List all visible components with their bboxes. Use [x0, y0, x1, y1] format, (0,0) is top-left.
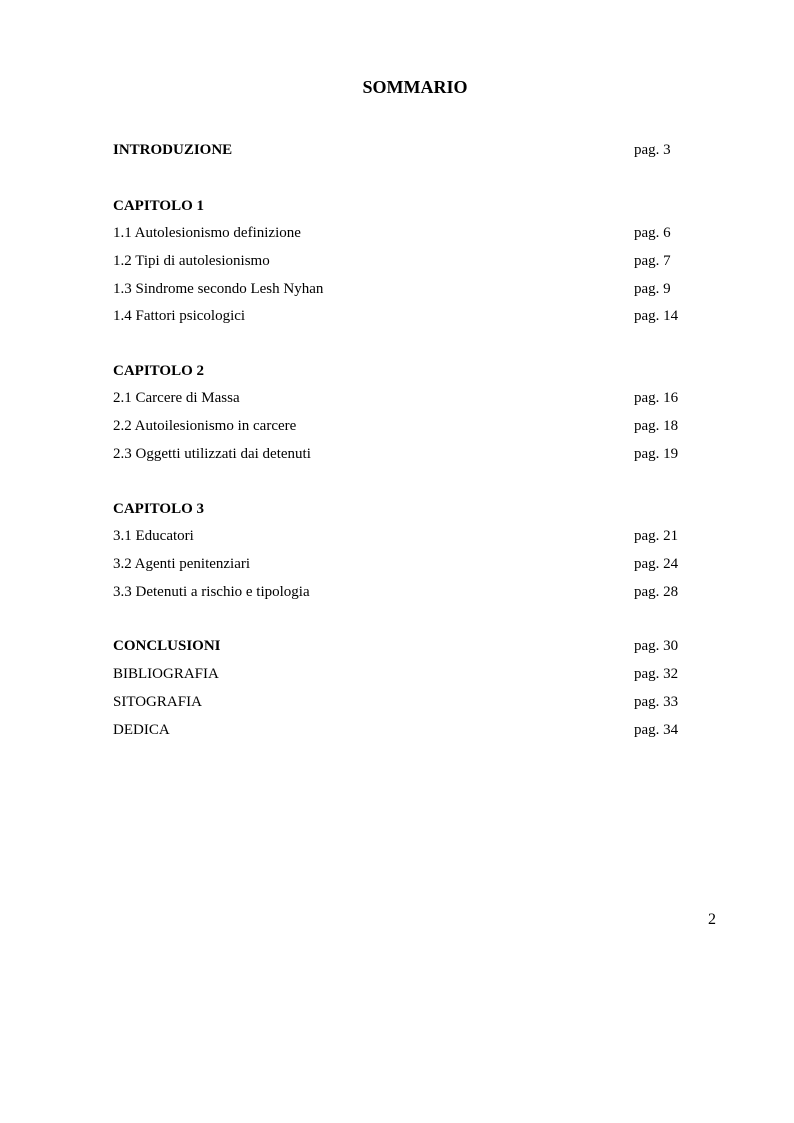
toc-entry-page: pag. 16	[634, 390, 679, 406]
toc-entry-sitografia	[113, 692, 713, 712]
toc-entry-page: pag. 33	[634, 694, 679, 710]
toc-entry-label: SITOGRAFIA	[113, 694, 202, 710]
toc-entry	[113, 306, 713, 326]
toc-entry-page: pag. 30	[634, 638, 679, 654]
toc-entry-page: pag. 34	[634, 722, 679, 738]
toc-entry-page: pag. 3	[634, 142, 671, 158]
toc-entry-label: 1.1 Autolesionismo definizione	[113, 225, 301, 241]
toc-entry-page: pag. 24	[634, 556, 679, 572]
toc-entry-page: pag. 7	[634, 253, 671, 269]
toc-entry-label: 1.3 Sindrome secondo Lesh Nyhan	[113, 281, 324, 297]
toc-entry-label: INTRODUZIONE	[113, 142, 233, 158]
toc-entry-dedica	[113, 720, 713, 740]
chapter-heading-1	[113, 196, 713, 216]
toc-entry	[113, 526, 713, 546]
toc-entry-label: 1.2 Tipi di autolesionismo	[113, 253, 270, 269]
toc-entry-introduzione	[113, 140, 713, 160]
page-title: SOMMARIO	[362, 77, 468, 97]
chapter-heading-2	[113, 361, 713, 381]
toc-entry-page: pag. 9	[634, 281, 671, 297]
toc-entry-page: pag. 18	[634, 418, 679, 434]
chapter-heading-label: CAPITOLO 1	[113, 198, 204, 214]
toc-entry	[113, 388, 713, 408]
toc-entry-page: pag. 28	[634, 584, 679, 600]
page-number: 2	[708, 911, 716, 928]
toc-entry	[113, 554, 713, 574]
toc-entry-page: pag. 19	[634, 446, 679, 462]
toc-entry-label: 2.3 Oggetti utilizzati dai detenuti	[113, 446, 311, 462]
chapter-heading-label: CAPITOLO 2	[113, 363, 204, 379]
toc-entry	[113, 279, 713, 299]
toc-entry-label: DEDICA	[113, 722, 170, 738]
toc-entry-bibliografia	[113, 664, 713, 684]
toc-entry-page: pag. 6	[634, 225, 671, 241]
toc-entry	[113, 444, 713, 464]
chapter-heading-3	[113, 499, 713, 519]
toc-entry-label: 3.2 Agenti penitenziari	[113, 556, 251, 572]
toc-entry-label: CONCLUSIONI	[113, 638, 221, 654]
toc-entry-page: pag. 32	[634, 666, 679, 682]
toc-entry	[113, 251, 713, 271]
toc-entry-label: 2.1 Carcere di Massa	[113, 390, 240, 406]
toc-entry-conclusioni	[113, 636, 713, 656]
toc-entry-label: BIBLIOGRAFIA	[113, 666, 219, 682]
toc-entry	[113, 223, 713, 243]
toc-entry-label: 1.4 Fattori psicologici	[113, 308, 246, 324]
toc-entry	[113, 416, 713, 436]
chapter-heading-label: CAPITOLO 3	[113, 501, 204, 517]
toc-entry-label: 3.1 Educatori	[113, 528, 194, 544]
toc-entry	[113, 582, 713, 602]
toc-entry-label: 3.3 Detenuti a rischio e tipologia	[113, 584, 310, 600]
toc-entry-label: 2.2 Autoilesionismo in carcere	[113, 418, 297, 434]
toc-entry-page: pag. 21	[634, 528, 679, 544]
toc-entry-page: pag. 14	[634, 308, 679, 324]
